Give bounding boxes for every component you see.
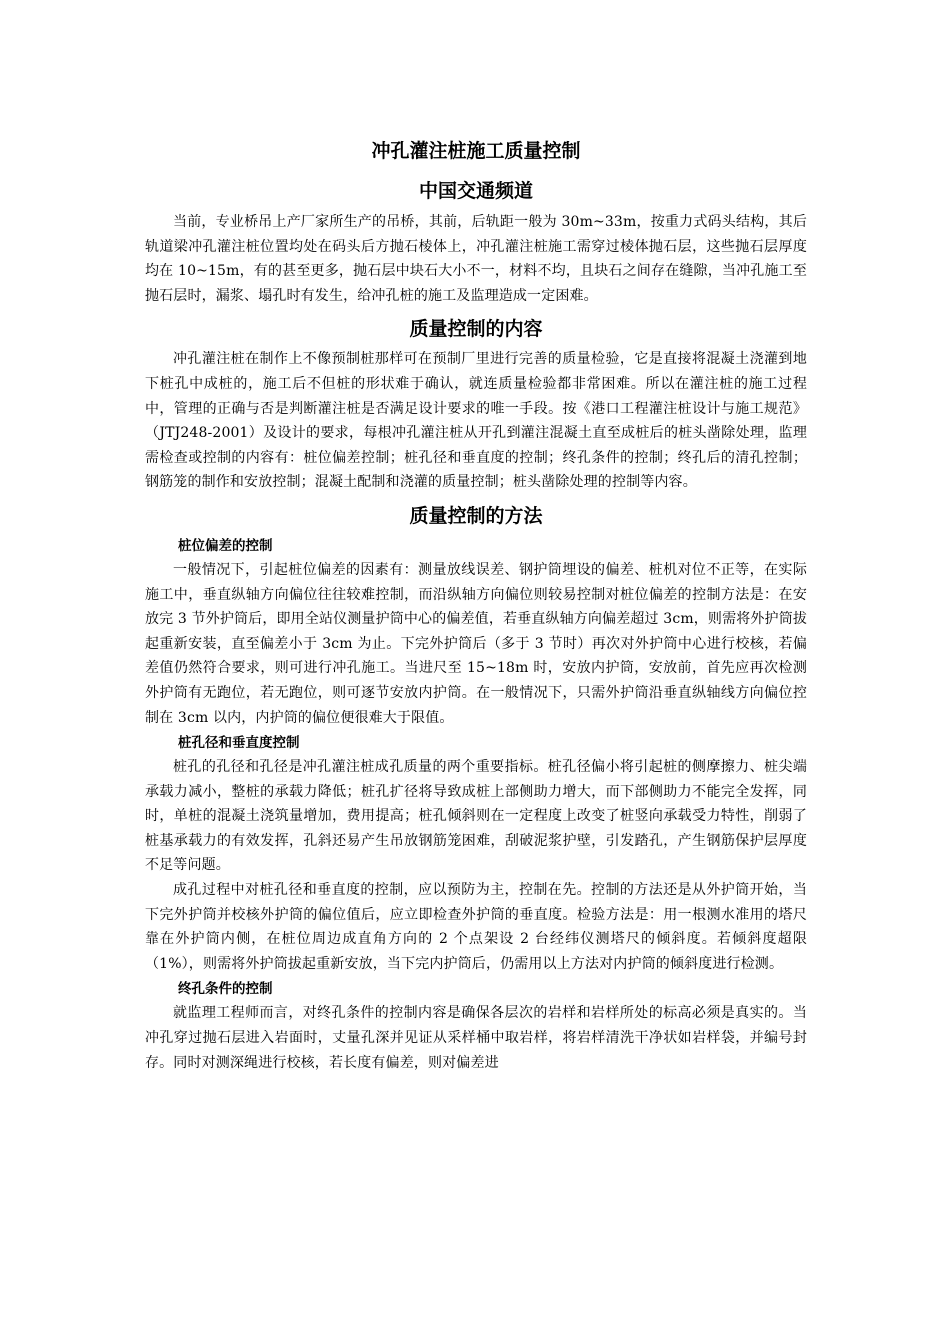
intro-paragraph: 当前，专业桥吊上产厂家所生产的吊桥，其前，后轨距一般为 30m~33m，按重力式码头结构，其后轨道梁冲孔灌注桩位置均处在码头后方抛石棱体上，冲孔灌注桩施工需穿过棱体抛石层，这些抛石层厚度均在 10~15m，有的甚至更多，抛石层中块石大小不一，材料不均，且块石之间存在缝隙，当冲孔施工至抛石层时，漏浆、塌孔时有发生，给冲孔桩的施工及监理造成一定困难。 [145,214,807,304]
subheading-final-hole: 终孔条件的控制 [178,981,273,998]
section-heading-methods: 质量控制的方法 [409,504,543,527]
section-heading-content: 质量控制的内容 [409,318,543,341]
document-source: 中国交通频道 [418,180,533,202]
content-paragraph: 冲孔灌注桩在制作上不像预制桩那样可在预制厂里进行完善的质量检验，它是直接将混凝土浇灌到地下桩孔中成桩的，施工后不但桩的形状难于确认，就连质量检验都非常困难。所以在灌注桩的施工过程中，管理的正确与否是判断灌注桩是否满足设计要求的唯一手段。按《港口工程灌注桩设计与施工规范》（JTJ248-2001）及设计的要求，每根冲孔灌注桩从开孔到灌注混凝土直至成桩后的桩头凿除处理，监理需检查或控制的内容有：桩位偏差控制；桩孔径和垂直度的控制；终孔条件的控制；终孔后的清孔控制；钢筋笼的制作和安放控制；混凝土配制和浇灌的质量控制；桩头凿除处理的控制等内容。 [145,351,807,491]
subheading-diameter-verticality: 桩孔径和垂直度控制 [178,735,300,752]
document-title: 冲孔灌注桩施工质量控制 [371,140,581,162]
final-hole-paragraph: 就监理工程师而言，对终孔条件的控制内容是确保各层次的岩样和岩样所处的标高必须是真实的。当冲孔穿过抛石层进入岩面时，丈量孔深并见证从采样桶中取岩样，将岩样清洗干净状如岩样袋，并编号封存。同时对测深绳进行校核，若长度有偏差，则对偏差进 [145,1005,807,1071]
diameter-paragraph-1: 桩孔的孔径和孔径是冲孔灌注桩成孔质量的两个重要指标。桩孔径偏小将引起桩的侧摩擦力、桩尖端承载力减小，整桩的承载力降低；桩孔扩径将导致成桩上部侧助力增大，而下部侧助力不能完全发挥，同时，单桩的混凝土浇筑量增加，费用提高；桩孔倾斜则在一定程度上改变了桩竖向承载受力特性，削弱了桩基承载力的有效发挥，孔斜还易产生吊放钢筋笼困难，刮破泥浆护壁，引发踏孔，产生钢筋保护层厚度不足等问题。 [145,759,807,874]
pile-position-paragraph: 一般情况下，引起桩位偏差的因素有：测量放线误差、钢护筒埋设的偏差、桩机对位不正等，在实际施工中，垂直纵轴方向偏位往往较难控制，而沿纵轴方向偏位则较易控制对桩位偏差的控制方法是：在安放完 3 节外护筒后，即用全站仪测量护筒中心的偏差值，若垂直纵轴方向偏差超过 3cm，则需将外护筒拔起重新安装，直至偏差小于 3cm 为止。下完外护筒后（多于 3 节时）再次对外护筒中心进行校核，若偏差值仍然符合要求，则可进行冲孔施工。当进尺至 15~18m 时，安放内护筒，安放前，首先应再次检测外护筒有无跑位，若无跑位，则可逐节安放内护筒。在一般情况下，只需外护筒沿垂直纵轴线方向偏位控制在 3cm 以内，内护筒的偏位便很难大于限值。 [145,561,807,726]
document-page [145,136,807,1075]
diameter-paragraph-2: 成孔过程中对桩孔径和垂直度的控制，应以预防为主，控制在先。控制的方法还是从外护筒开始，当下完外护筒并校核外护筒的偏位值后，应立即检查外护筒的垂直度。检验方法是：用一根测水准用的塔尺靠在外护筒内侧，在桩位周边成直角方向的 2 个点架设 2 台经纬仪测塔尺的倾斜度。若倾斜度超限（1%），则需将外护筒拔起重新安放，当下完内护筒后，仍需用以上方法对内护筒的倾斜度进行检测。 [145,882,807,972]
subheading-pile-position: 桩位偏差的控制 [178,537,273,554]
